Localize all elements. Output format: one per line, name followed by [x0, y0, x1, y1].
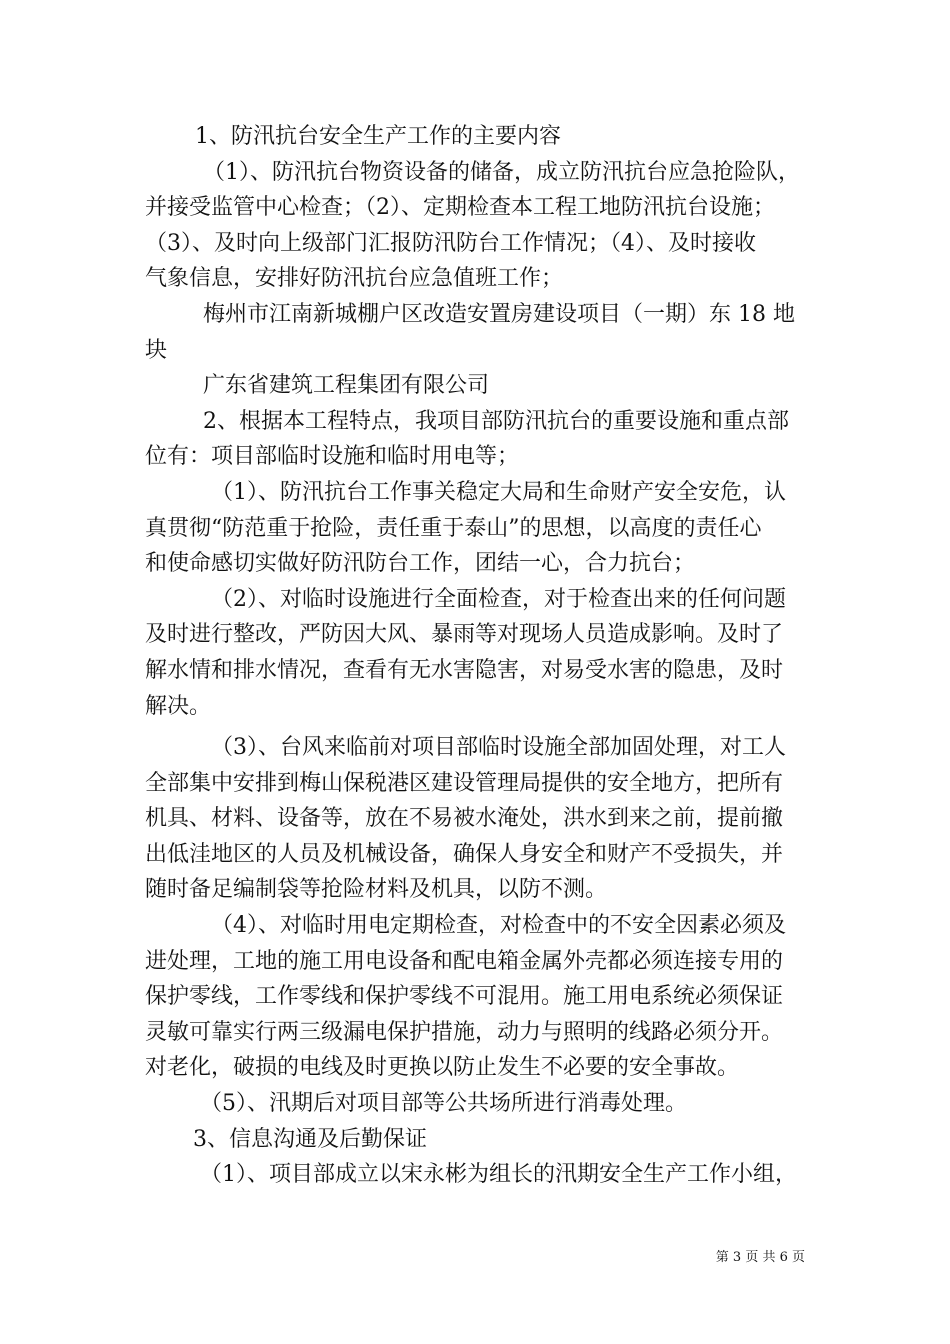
- text-line: 气象信息，安排好防汛抗台应急值班工作；: [145, 266, 564, 292]
- text-line: （3）、台风来临前对项目部临时设施全部加固处理，对工人: [211, 735, 786, 761]
- text-line: 灵敏可靠实行两三级漏电保护措施，动力与照明的线路必须分开。: [145, 1019, 784, 1045]
- text-line: 解水情和排水情况，查看有无水害隐害，对易受水害的隐患，及时: [145, 657, 784, 683]
- document-body: [145, 119, 825, 1193]
- text-line: （1）、项目部成立以宋永彬为组长的汛期安全生产工作小组，: [200, 1162, 797, 1188]
- text-line: 位有：项目部临时设施和临时用电等；: [145, 444, 520, 470]
- text-line: 保护零线，工作零线和保护零线不可混用。施工用电系统必须保证: [145, 984, 784, 1010]
- text-line: 1、防汛抗台安全生产工作的主要内容: [195, 124, 561, 149]
- text-line: （2）、对临时设施进行全面检查，对于检查出来的任何问题: [211, 586, 786, 612]
- text-line: （1）、防汛抗台物资设备的储备，成立防汛抗台应急抢险队，: [203, 159, 800, 185]
- text-line: 真贯彻“防范重于抢险，责任重于泰山”的思想，以高度的责任心: [145, 515, 762, 541]
- text-line: 解决。: [145, 693, 212, 719]
- text-line: 出低洼地区的人员及机械设备，确保人身安全和财产不受损失，并: [145, 841, 784, 867]
- text-line: 梅州市江南新城棚户区改造安置房建设项目（一期）东 18 地: [203, 301, 795, 327]
- text-line: （1）、防汛抗台工作事关稳定大局和生命财产安全安危，认: [211, 479, 786, 505]
- text-line: 对老化，破损的电线及时更换以防止发生不必要的安全事故。: [145, 1055, 740, 1081]
- text-line: （3）、及时向上级部门汇报防汛防台工作情况；（4）、及时接收: [145, 230, 756, 256]
- text-line: 机具、材料、设备等，放在不易被水淹处，洪水到来之前，提前撤: [145, 806, 784, 832]
- text-line: 广东省建筑工程集团有限公司: [203, 373, 490, 399]
- text-line: 块: [145, 337, 168, 363]
- page-number: 第 3 页 共 6 页: [715, 1250, 805, 1265]
- text-line: 进处理，工地的施工用电设备和配电箱金属外壳都必须连接专用的: [145, 948, 784, 974]
- text-line: 和使命感切实做好防汛防台工作，团结一心，合力抗台；: [145, 551, 696, 577]
- text-line: 并接受监管中心检查；（2）、定期检查本工程工地防汛抗台设施；: [145, 195, 775, 221]
- text-line: 2、根据本工程特点，我项目部防汛抗台的重要设施和重点部: [203, 408, 789, 434]
- text-line: 全部集中安排到梅山保税港区建设管理局提供的安全地方，把所有: [145, 770, 784, 796]
- text-line: 及时进行整改，严防因大风、暴雨等对现场人员造成影响。及时了: [145, 622, 784, 648]
- text-line: 随时备足编制袋等抢险材料及机具，以防不测。: [145, 877, 608, 903]
- text-line: 3、信息沟通及后勤保证: [193, 1126, 427, 1152]
- text-line: （5）、汛期后对项目部等公共场所进行消毒处理。: [200, 1091, 687, 1117]
- text-line: （4）、对临时用电定期检查，对检查中的不安全因素必须及: [211, 913, 786, 939]
